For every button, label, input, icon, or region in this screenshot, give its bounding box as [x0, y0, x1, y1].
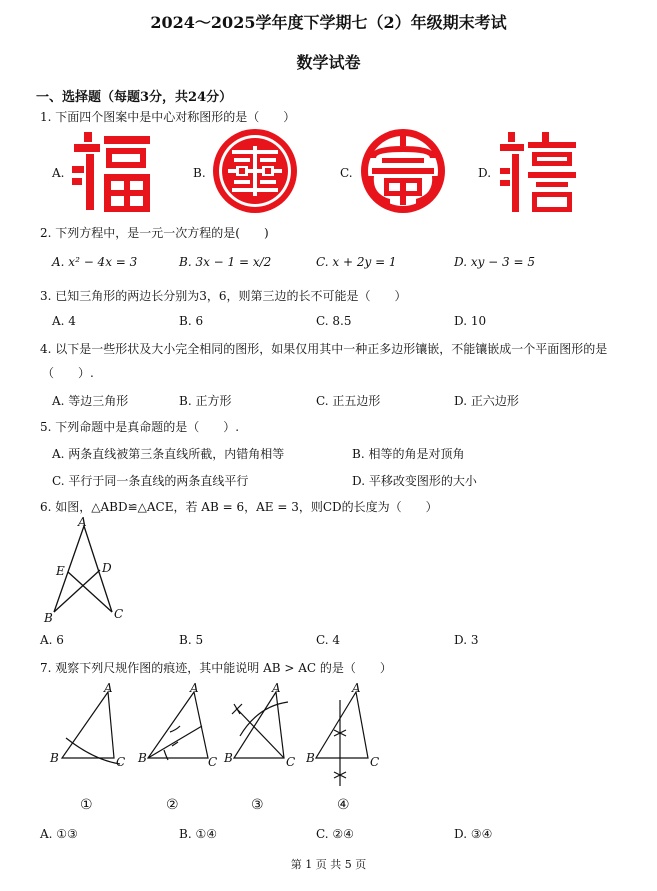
q6-option-c: C. 4: [316, 633, 341, 647]
exam-title: 2024～2025学年度下学期七（2）年级期末考试: [150, 13, 507, 32]
q4-option-d: D. 正六边形: [454, 394, 519, 408]
q7-option-b: B. ①④: [179, 827, 217, 841]
question-5-stem: 5. 下列命题中是真命题的是（ ）.: [40, 420, 240, 434]
q7-fig4-label-b: B: [306, 751, 315, 765]
q7-fig3-label-c: C: [286, 755, 296, 769]
q7-option-d: D. ③④: [454, 827, 493, 841]
q5-option-c: C. 平行于同一条直线的两条直线平行: [52, 474, 249, 488]
q1-label-a: A.: [52, 166, 65, 180]
q6-label-e: E: [56, 564, 65, 578]
q3-option-b: B. 6: [179, 314, 204, 328]
q4-option-b: B. 正方形: [179, 394, 232, 408]
q7-caption-4: ④: [337, 797, 350, 813]
q3-option-d: D. 10: [454, 314, 487, 328]
q1-label-b: B.: [193, 166, 206, 180]
q7-fig2-label-c: C: [208, 755, 218, 769]
page-number: 第 1 页 共 5 页: [290, 858, 367, 871]
question-4-stem-continued: （ ）.: [42, 366, 94, 380]
q7-fig2-label-b: B: [138, 751, 147, 765]
q1-label-d: D.: [478, 166, 492, 180]
q5-option-a: A. 两条直线被第三条直线所截，内错角相等: [52, 447, 285, 461]
q6-triangle-figure: [40, 514, 140, 628]
q1-label-c: C.: [340, 166, 353, 180]
q7-fig4-label-a: A: [352, 681, 361, 695]
q2-option-a: A. x² − 4x = 3: [52, 255, 138, 269]
q7-caption-3: ③: [251, 797, 264, 813]
q5-option-d: D. 平移改变图形的大小: [352, 474, 477, 488]
section-title: 一、选择题（每题3分，共24分）: [36, 90, 233, 105]
q5-option-b: B. 相等的角是对顶角: [352, 447, 465, 461]
q7-option-c: C. ②④: [316, 827, 354, 841]
xi2-emblem-image: [498, 130, 578, 214]
q7-option-a: A. ①③: [40, 827, 78, 841]
question-1-stem: 1. 下面四个图案中是中心对称图形的是（ ）: [40, 110, 296, 124]
q3-option-c: C. 8.5: [316, 314, 352, 328]
question-2-stem: 2. 下列方程中，是一元一次方程的是( ): [40, 226, 269, 240]
fu-emblem-image: [70, 130, 154, 214]
q4-option-a: A. 等边三角形: [52, 394, 129, 408]
q7-caption-2: ②: [166, 797, 179, 813]
question-3-stem: 3. 已知三角形的两边长分别为3，6，则第三边的长不可能是（ ）: [40, 289, 407, 303]
exam-subtitle: 数学试卷: [296, 53, 361, 72]
q3-option-a: A. 4: [52, 314, 76, 328]
q7-fig2-label-a: A: [190, 681, 199, 695]
q2-option-c: C. x + 2y = 1: [316, 255, 397, 269]
q7-figure-4: [306, 680, 396, 790]
q7-fig3-label-a: A: [272, 681, 281, 695]
q6-option-d: D. 3: [454, 633, 479, 647]
question-6-stem: 6. 如图，△ABD≌△ACE，若 AB = 6，AE = 3，则CD的长度为（ ）: [40, 500, 438, 514]
q7-fig1-label-a: A: [104, 681, 113, 695]
q6-option-b: B. 5: [179, 633, 204, 647]
q2-option-d: D. xy − 3 = 5: [454, 255, 536, 269]
q6-option-a: A. 6: [40, 633, 64, 647]
q7-figure-3: [222, 680, 312, 770]
xi-emblem-image: [212, 128, 298, 214]
q7-fig1-label-c: C: [116, 755, 126, 769]
question-4-stem: 4. 以下是一些形状及大小完全相同的图形，如果仅用其中一种正多边形镶嵌，不能镶嵌成一个平面图形的是: [40, 342, 608, 356]
q6-label-d: D: [102, 561, 112, 575]
q2-option-b: B. 3x − 1 = x/2: [179, 255, 272, 269]
q7-figure-1: [48, 680, 140, 770]
question-7-stem: 7. 观察下列尺规作图的痕迹，其中能说明 AB > AC 的是（ ）: [40, 661, 392, 675]
q4-option-c: C. 正五边形: [316, 394, 381, 408]
q6-label-a: A: [78, 515, 87, 529]
q7-fig3-label-b: B: [224, 751, 233, 765]
shou-emblem-image: [360, 128, 446, 214]
q7-fig4-label-c: C: [370, 755, 380, 769]
q7-caption-1: ①: [80, 797, 93, 813]
q6-label-c: C: [114, 607, 124, 621]
q7-fig1-label-b: B: [50, 751, 59, 765]
q7-figure-2: [136, 680, 228, 770]
q6-label-b: B: [44, 611, 53, 625]
